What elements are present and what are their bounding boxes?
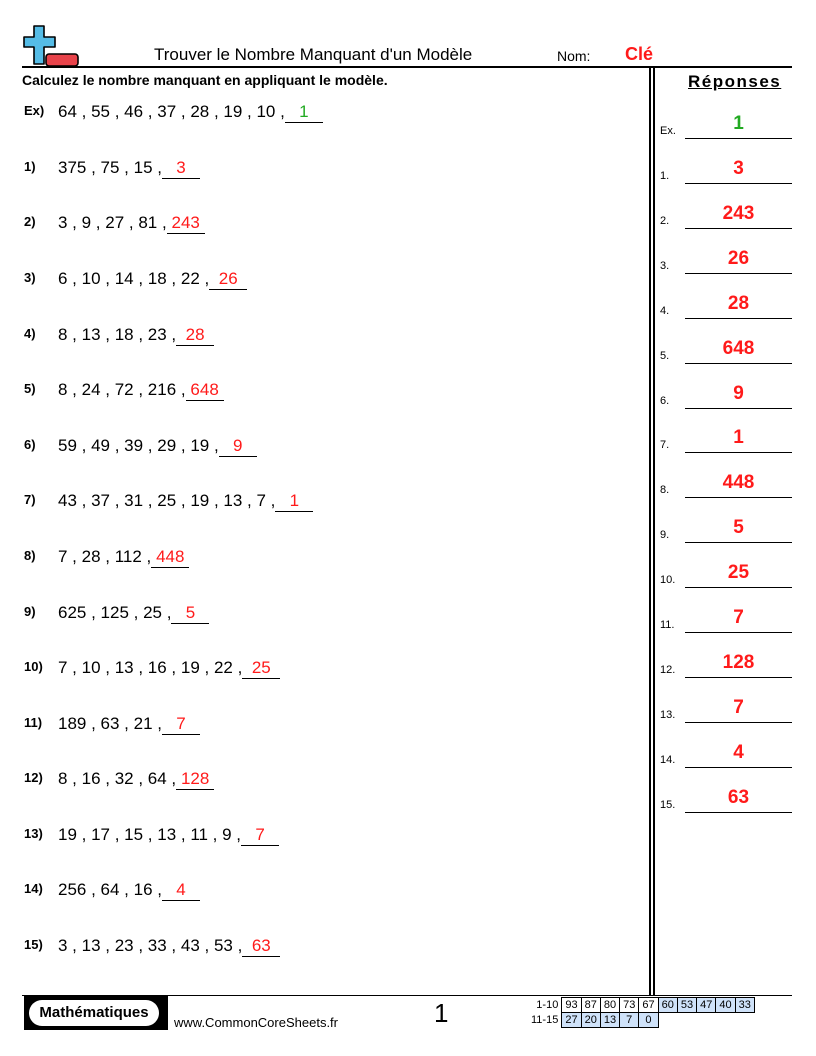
problem-row	[24, 269, 247, 295]
problem-row	[24, 213, 205, 239]
brand-badge	[24, 996, 168, 1030]
problem-sequence: 3 , 9 , 27 , 81 ,	[58, 213, 167, 232]
answer-blank[interactable]: 3	[162, 158, 200, 179]
problem-number: Ex)	[24, 103, 45, 118]
answer-line	[685, 542, 792, 543]
problem-sequence: 625 , 125 , 25 ,	[58, 603, 172, 622]
problem-row	[24, 769, 214, 795]
answer-key-value: 3	[733, 158, 744, 179]
answer-blank[interactable]: 26	[209, 269, 247, 290]
answer-blank[interactable]: 28	[176, 325, 214, 346]
answer-key-value: 4	[733, 742, 744, 763]
answer-blank[interactable]: 243	[167, 213, 205, 234]
answer-key-value: 28	[727, 293, 750, 314]
score-cell: 27	[562, 1013, 581, 1028]
answer-key-label: 1.	[660, 170, 670, 182]
answer-line	[685, 587, 792, 588]
problem-sequence: 256 , 64 , 16 ,	[58, 880, 162, 899]
answer-key-item	[660, 697, 792, 723]
answer-key-label: 12.	[660, 664, 676, 676]
page-number: 1	[434, 998, 449, 1028]
answer-key-item	[660, 742, 792, 768]
header-divider	[22, 66, 792, 68]
problem-number: 7)	[24, 492, 36, 507]
problem-row	[24, 825, 279, 851]
score-cell: 40	[716, 998, 735, 1013]
problem-row	[24, 936, 280, 962]
answer-blank[interactable]: 648	[186, 380, 224, 401]
answer-key-item	[660, 293, 792, 319]
problem-row	[24, 491, 313, 517]
instructions: Calculez le nombre manquant en appliquant le modèle.	[22, 72, 388, 88]
problem-row	[24, 436, 257, 462]
problem-sequence: 43 , 37 , 31 , 25 , 19 , 13 , 7 ,	[58, 491, 276, 510]
page-title: Trouver le Nombre Manquant d'un Modèle	[154, 45, 473, 64]
answer-line	[685, 452, 792, 453]
score-cell: 7	[620, 1013, 639, 1028]
answer-key-value: 5	[733, 517, 744, 538]
answer-key-item	[660, 427, 792, 453]
answer-key-label: Ex.	[660, 125, 676, 137]
answer-key-label: 8.	[660, 484, 670, 496]
answer-blank[interactable]: 448	[151, 547, 189, 568]
score-cell: 60	[658, 998, 677, 1013]
problem-row	[24, 547, 189, 573]
answer-line	[685, 363, 792, 364]
answer-key-label: 11.	[660, 619, 675, 631]
problem-row	[24, 603, 209, 629]
name-value: Clé	[625, 44, 654, 64]
answer-line	[685, 408, 792, 409]
answer-key-label: 13.	[660, 709, 676, 721]
plus-minus-logo-icon	[22, 24, 80, 68]
problem-sequence: 59 , 49 , 39 , 29 , 19 ,	[58, 436, 219, 455]
answer-line	[685, 228, 792, 229]
score-row-label: 1-10	[536, 999, 559, 1011]
problem-sequence: 3 , 13 , 23 , 33 , 43 , 53 ,	[58, 936, 243, 955]
answer-blank[interactable]: 4	[162, 880, 200, 901]
problem-row	[24, 714, 200, 740]
answer-blank[interactable]: 7	[241, 825, 279, 846]
answer-key-item	[660, 113, 792, 139]
problem-sequence: 375 , 75 , 15 ,	[58, 158, 162, 177]
answer-key-value: 448	[722, 472, 755, 493]
problem-sequence: 7 , 28 , 112 ,	[58, 547, 152, 566]
score-cell: 93	[562, 998, 581, 1013]
problem-number: 13)	[24, 826, 43, 841]
problem-sequence: 8 , 24 , 72 , 216 ,	[58, 380, 186, 399]
answer-key-label: 5.	[660, 350, 670, 362]
answer-key-value: 648	[722, 338, 755, 359]
answer-blank[interactable]: 63	[242, 936, 280, 957]
problem-number: 3)	[24, 270, 36, 285]
answer-key-item	[660, 248, 792, 274]
answer-blank[interactable]: 7	[162, 714, 200, 735]
problem-sequence: 8 , 13 , 18 , 23 ,	[58, 325, 177, 344]
problem-row	[24, 325, 214, 351]
score-cell: 73	[620, 998, 639, 1013]
answer-key-item	[660, 338, 792, 364]
answer-key-item	[660, 472, 792, 498]
answer-line	[685, 273, 792, 274]
score-cell: 20	[581, 1013, 600, 1028]
answer-blank[interactable]: 1	[285, 102, 323, 123]
answer-key-label: 6.	[660, 395, 670, 407]
problem-number: 15)	[24, 937, 43, 952]
column-divider	[649, 67, 655, 996]
answer-key-label: 3.	[660, 260, 670, 272]
score-row-label: 11-15	[531, 1014, 559, 1026]
score-row	[528, 1013, 754, 1028]
answer-key-value: 128	[722, 652, 755, 673]
answer-key-item	[660, 383, 792, 409]
score-cell: 33	[735, 998, 754, 1013]
problem-row	[24, 880, 200, 906]
answer-key-value: 63	[727, 787, 750, 808]
answer-key-value: 9	[733, 383, 744, 404]
name-label: Nom:	[557, 48, 591, 64]
answer-blank[interactable]: 9	[219, 436, 257, 457]
answer-line	[685, 767, 792, 768]
answer-key-value: 1	[733, 427, 744, 448]
answer-key-label: 2.	[660, 215, 670, 227]
answer-key-title: Réponses	[688, 72, 782, 91]
problem-number: 10)	[24, 659, 43, 674]
score-cell: 13	[600, 1013, 619, 1028]
problem-row	[24, 658, 280, 684]
score-cell: 47	[697, 998, 716, 1013]
answer-blank[interactable]: 5	[171, 603, 209, 624]
answer-key-item	[660, 652, 792, 678]
answer-line	[685, 722, 792, 723]
problem-row	[24, 158, 200, 184]
problem-number: 2)	[24, 214, 36, 229]
problem-sequence: 7 , 10 , 13 , 16 , 19 , 22 ,	[58, 658, 243, 677]
problem-sequence: 64 , 55 , 46 , 37 , 28 , 19 , 10 ,	[58, 102, 285, 121]
problem-number: 11)	[24, 715, 43, 730]
answer-blank[interactable]: 128	[176, 769, 214, 790]
answer-key-value: 7	[733, 607, 744, 628]
score-table	[528, 997, 755, 1028]
answer-key-item	[660, 517, 792, 543]
problem-number: 14)	[24, 881, 43, 896]
answer-line	[685, 497, 792, 498]
answer-key-label: 4.	[660, 305, 670, 317]
problem-number: 4)	[24, 326, 36, 341]
answer-blank[interactable]: 25	[242, 658, 280, 679]
answer-key-label: 14.	[660, 754, 676, 766]
answer-key-value: 243	[722, 203, 755, 224]
problem-sequence: 8 , 16 , 32 , 64 ,	[58, 769, 177, 788]
answer-key-value: 7	[733, 697, 744, 718]
problem-row	[24, 102, 323, 128]
problem-number: 8)	[24, 548, 36, 563]
answer-blank[interactable]: 1	[275, 491, 313, 512]
problem-sequence: 189 , 63 , 21 ,	[58, 714, 162, 733]
score-row	[528, 998, 754, 1013]
footer-url: www.CommonCoreSheets.fr	[174, 1015, 338, 1030]
answer-line	[685, 632, 792, 633]
answer-key-value: 1	[733, 113, 744, 134]
answer-key-label: 7.	[660, 439, 670, 451]
answer-key-label: 9.	[660, 529, 670, 541]
score-cell: 87	[581, 998, 600, 1013]
answer-key-item	[660, 607, 792, 633]
problem-sequence: 6 , 10 , 14 , 18 , 22 ,	[58, 269, 210, 288]
answer-line	[685, 183, 792, 184]
problem-number: 5)	[24, 381, 36, 396]
answer-key-label: 10.	[660, 574, 676, 586]
answer-line	[685, 812, 792, 813]
score-cell: 67	[639, 998, 658, 1013]
problem-number: 1)	[24, 159, 36, 174]
answer-key-item	[660, 562, 792, 588]
answer-key-label: 15.	[660, 799, 676, 811]
problem-number: 12)	[24, 770, 43, 785]
answer-key-value: 26	[727, 248, 750, 269]
answer-key-item	[660, 787, 792, 813]
problem-number: 6)	[24, 437, 36, 452]
problem-number: 9)	[24, 604, 36, 619]
problem-row	[24, 380, 224, 406]
answer-key-item	[660, 203, 792, 229]
answer-line	[685, 138, 792, 139]
answer-line	[685, 677, 792, 678]
answer-key-item	[660, 158, 792, 184]
score-cell: 80	[600, 998, 619, 1013]
answer-key-value: 25	[727, 562, 750, 583]
problem-sequence: 19 , 17 , 15 , 13 , 11 , 9 ,	[58, 825, 242, 844]
brand-label: Mathématiques	[29, 1000, 159, 1026]
answer-line	[685, 318, 792, 319]
score-cell: 0	[639, 1013, 658, 1028]
score-cell: 53	[677, 998, 696, 1013]
